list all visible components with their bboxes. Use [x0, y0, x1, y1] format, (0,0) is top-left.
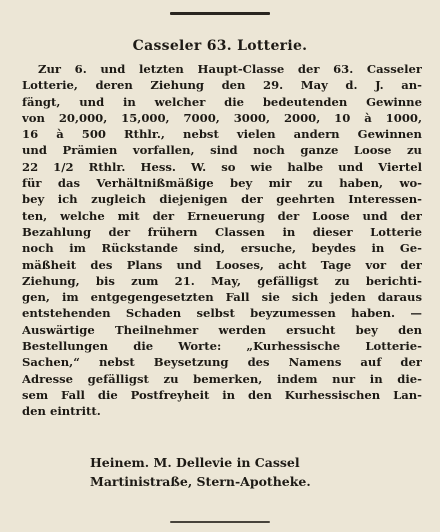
body-line: den eintritt. [22, 404, 101, 419]
signature-block [90, 453, 311, 491]
body-line: bey ich zugleich diejenigen der geehrten Interessen- [22, 192, 422, 207]
body-line: fängt, und in welcher die bedeutenden Gewinne [22, 94, 422, 109]
body-line: noch im Rückstande sind, ersuche, beydes in Ge- [22, 241, 422, 256]
body-line: gen, im entgegengesetzten Fall sie sich jeden daraus [22, 290, 422, 305]
body-line: Zur 6. und letzten Haupt-Classe der 63. Casseler [38, 62, 422, 76]
body-line: und Prämien vorfallen, sind noch ganze Loose zu [22, 143, 422, 158]
body-line: Bestellungen die Worte: „Kurhessische Lotterie- [22, 339, 422, 354]
bottom-divider-rule [170, 521, 270, 523]
body-line: Sachen,“ nebst Beysetzung des Namens auf der [22, 355, 422, 370]
body-line: für das Verhältnißmäßige bey mir zu haben, wo- [22, 176, 422, 191]
body-line: von 20,000, 15,000, 7000, 3000, 2000, 10 à 1000, [22, 110, 422, 125]
body-line: mäßheit des Plans und Looses, acht Tage vor der [22, 257, 422, 272]
body-line: ten, welche mit der Erneuerung der Loose und der [22, 208, 422, 223]
signature-name: Heinem. M. Dellevie in Cassel [90, 455, 300, 470]
top-divider-rule [170, 12, 270, 15]
body-line: 16 à 500 Rthlr., nebst vielen andern Gewinnen [22, 127, 422, 142]
body-line: Ziehung, bis zum 21. May, gefälligst zu berichti- [22, 273, 422, 288]
body-line: Auswärtige Theilnehmer werden ersucht bey den [22, 322, 422, 337]
notice-title: Casseler 63. Lotterie. [132, 38, 308, 54]
body-line: sem Fall die Postfreyheit in den Kurhessischen Lan- [22, 387, 422, 402]
body-line: entstehenden Schaden selbst beyzumessen haben. — [22, 306, 422, 321]
body-line: 22 1/2 Rthlr. Hess. W. so wie halbe und Viertel [22, 159, 422, 174]
signature-address: Martinistraße, Stern-Apotheke. [90, 474, 311, 489]
body-line: Lotterie, deren Ziehung den 29. May d. J. an- [22, 78, 422, 93]
notice-body [22, 61, 422, 420]
body-line: Bezahlung der frühern Classen in dieser Lotterie [22, 224, 422, 239]
body-line: Adresse gefälligst zu bemerken, indem nur in die- [22, 371, 422, 386]
